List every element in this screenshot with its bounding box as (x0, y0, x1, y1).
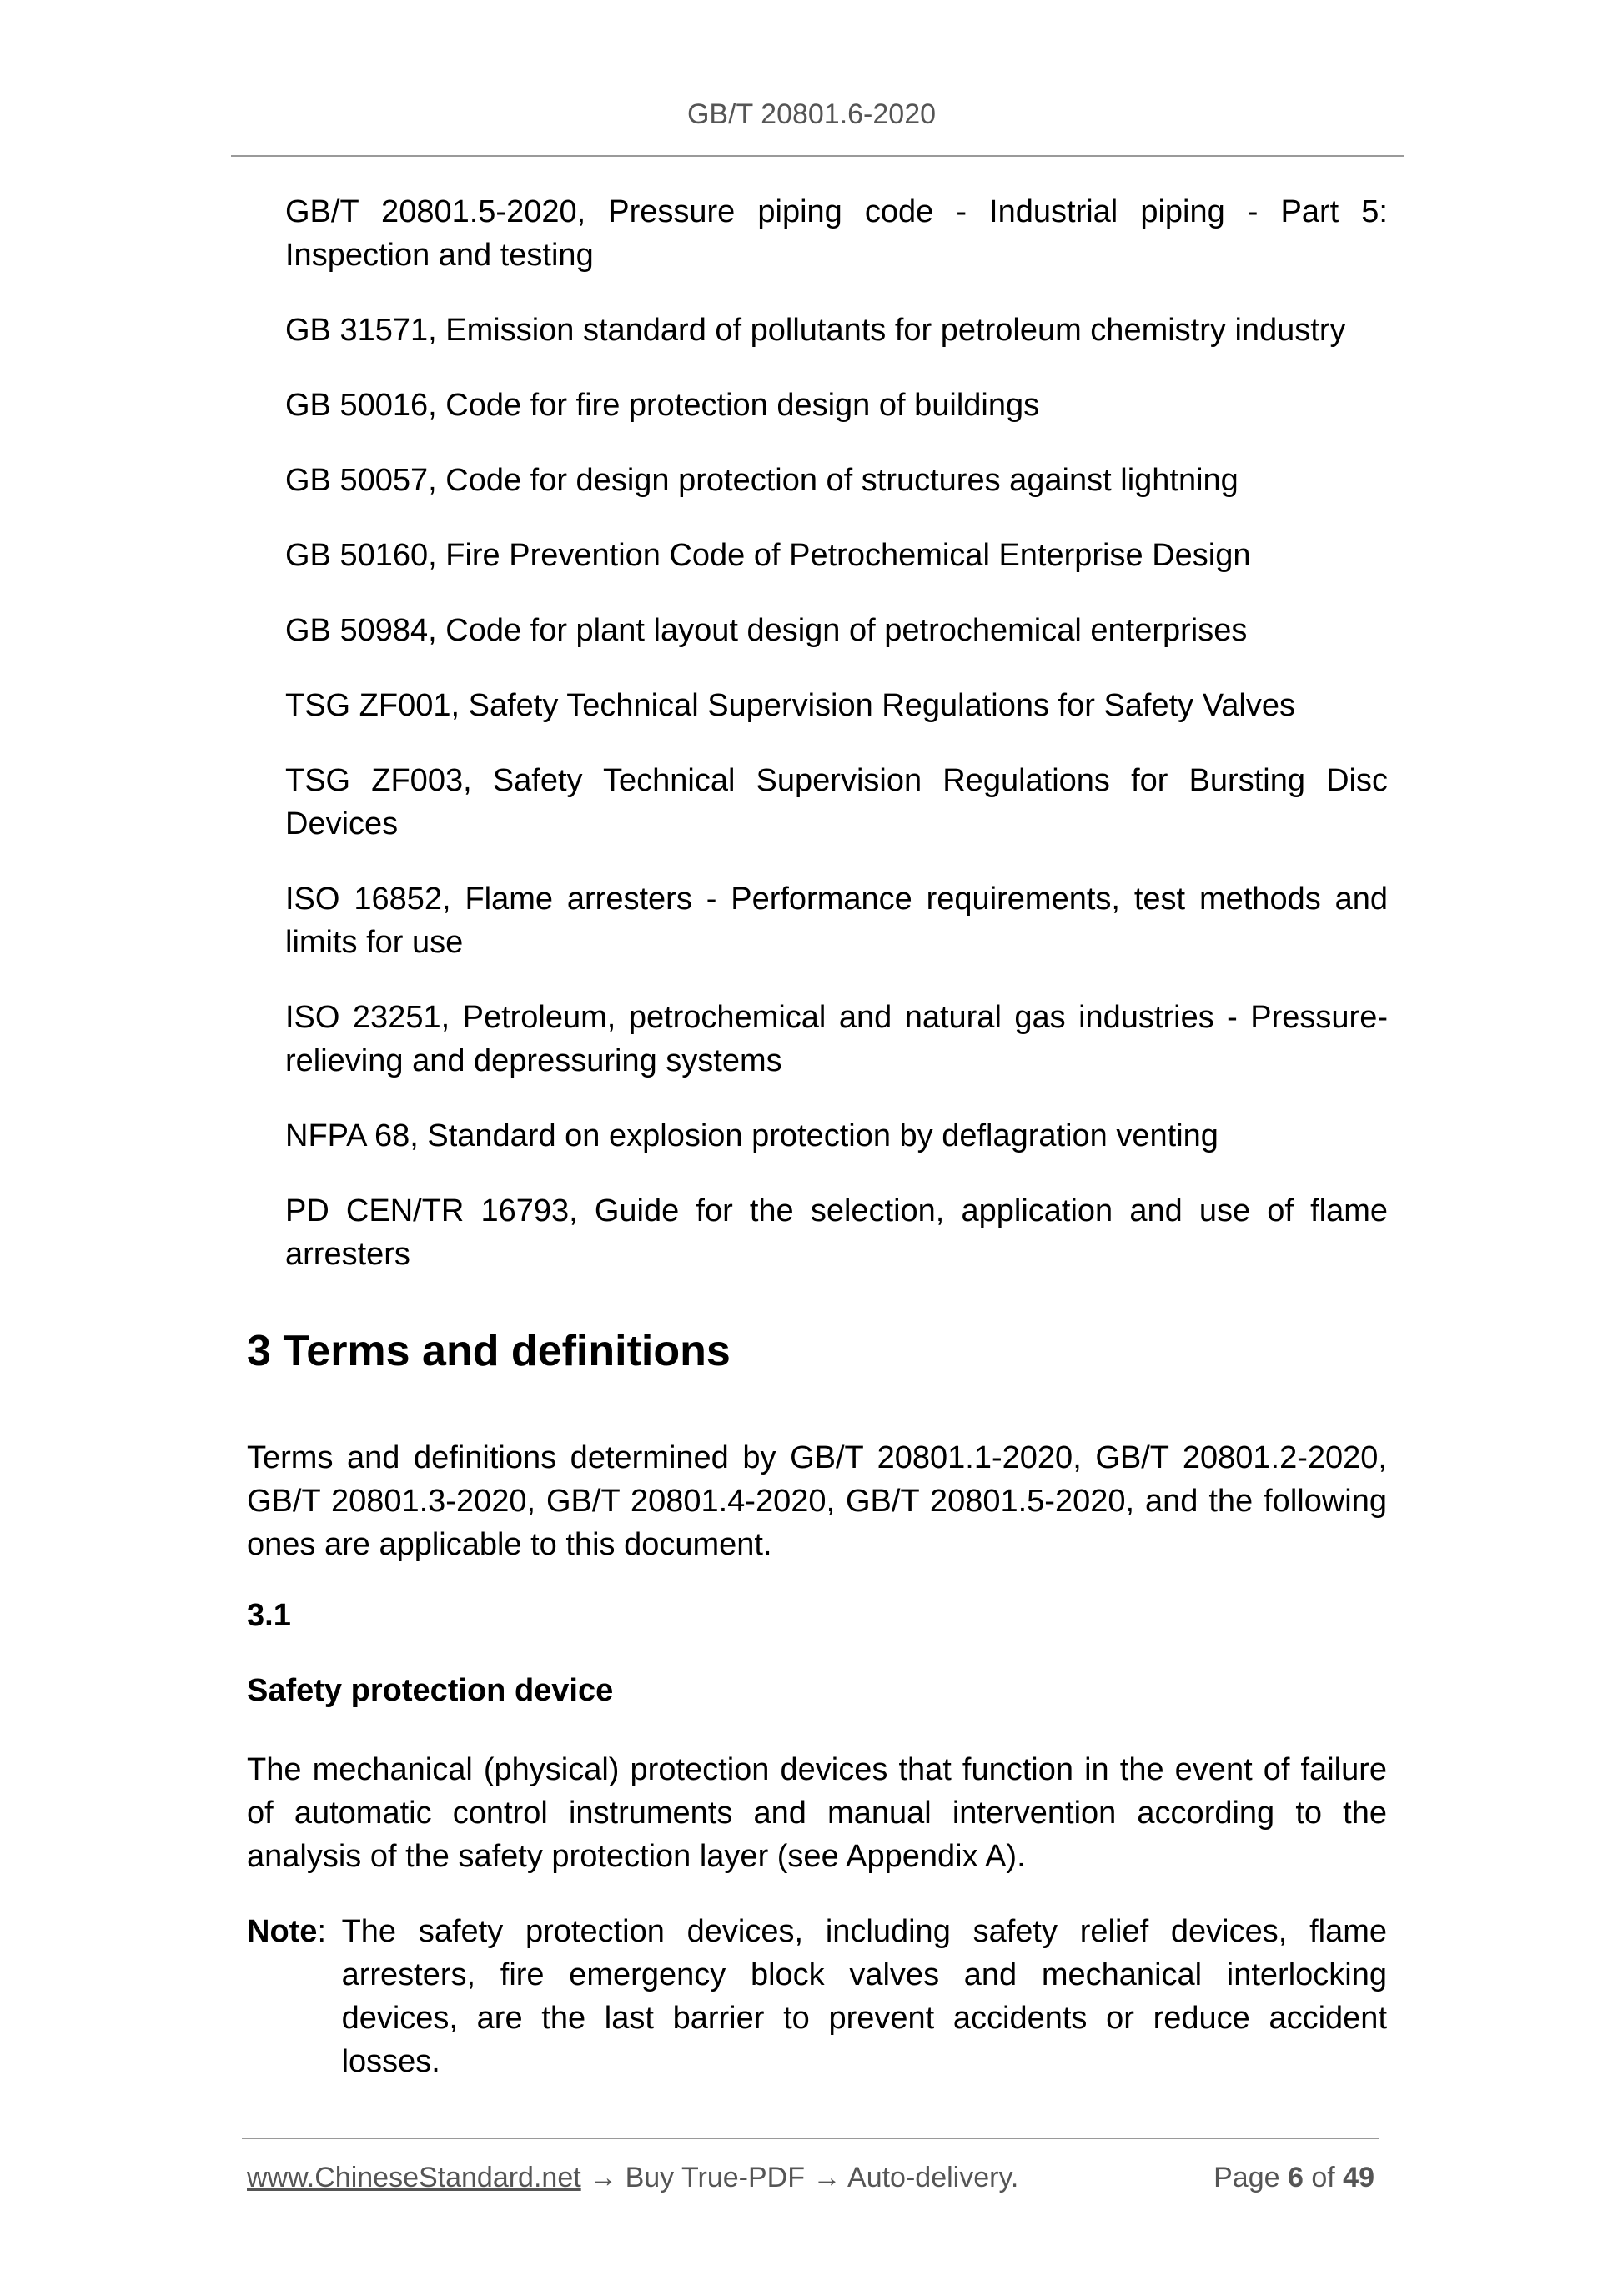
reference-item: TSG ZF001, Safety Technical Supervision Regulations for Safety Valves (285, 688, 1295, 723)
reference-item: GB/T 20801.5-2020, Pressure piping code - Industrial piping - Part 5: Inspection and testing (285, 194, 1388, 273)
reference-item: ISO 23251, Petroleum, petrochemical and natural gas industries - Pressure-relieving and depressuring systems (285, 1000, 1388, 1078)
delivery-text: Auto-delivery. (847, 2162, 1019, 2193)
page-footer (247, 2162, 1374, 2194)
section-heading: 3 Terms and definitions (247, 1327, 731, 1375)
term-number: 3.1 (247, 1598, 291, 1633)
page-number (1213, 2162, 1374, 2194)
arrow-right-icon: → (812, 2162, 842, 2193)
reference-item: GB 50160, Fire Prevention Code of Petrochemical Enterprise Design (285, 538, 1251, 573)
buy-text: Buy True-PDF (625, 2162, 805, 2193)
term-definition: The mechanical (physical) protection devices that function in the event of failure of automatic control instruments and manual intervention according to the analysis of the safety protection layer (see Appendix A). (247, 1752, 1387, 1874)
document-header-title: GB/T 20801.6-2020 (686, 98, 937, 130)
header-divider (231, 155, 1404, 157)
page-current: 6 (1287, 2162, 1304, 2193)
note-text: The safety protection devices, including safety relief devices, flame arresters, fire emergency block valves and mechanical interlocking devices, are the last barrier to prevent accidents or reduce accident losses. (341, 1914, 1387, 2079)
reference-item: TSG ZF003, Safety Technical Supervision Regulations for Bursting Disc Devices (285, 763, 1388, 842)
page-total: 49 (1343, 2162, 1374, 2193)
section-intro-paragraph: Terms and definitions determined by GB/T 20801.1-2020, GB/T 20801.2-2020, GB/T 20801.3-2020, GB/T 20801.4-2020, GB/T 20801.5-2020, and the following ones are applicable to this document. (247, 1440, 1387, 1562)
page-label: Page (1213, 2162, 1280, 2193)
reference-item: GB 50016, Code for fire protection design of buildings (285, 388, 1040, 423)
reference-item: GB 50057, Code for design protection of structures against lightning (285, 463, 1239, 498)
reference-item: GB 50984, Code for plant layout design of petrochemical enterprises (285, 613, 1248, 648)
chinesestandard-link[interactable]: www.ChineseStandard.net (247, 2162, 581, 2193)
reference-item: ISO 16852, Flame arresters - Performance requirements, test methods and limits for use (285, 882, 1388, 960)
footer-divider (242, 2138, 1379, 2139)
footer-promo (247, 2162, 1018, 2194)
note-label: Note (247, 1914, 318, 1949)
normative-references-list (285, 190, 1388, 1308)
page-of: of (1311, 2162, 1335, 2193)
reference-item: PD CEN/TR 16793, Guide for the selection, application and use of flame arresters (285, 1193, 1388, 1272)
term-name: Safety protection device (247, 1673, 614, 1708)
arrow-right-icon: → (589, 2162, 618, 2193)
term-note (247, 1910, 1387, 2083)
reference-item: GB 31571, Emission standard of pollutants for petroleum chemistry industry (285, 313, 1346, 348)
note-colon: : (317, 1914, 335, 1949)
reference-item: NFPA 68, Standard on explosion protection by deflagration venting (285, 1118, 1219, 1153)
